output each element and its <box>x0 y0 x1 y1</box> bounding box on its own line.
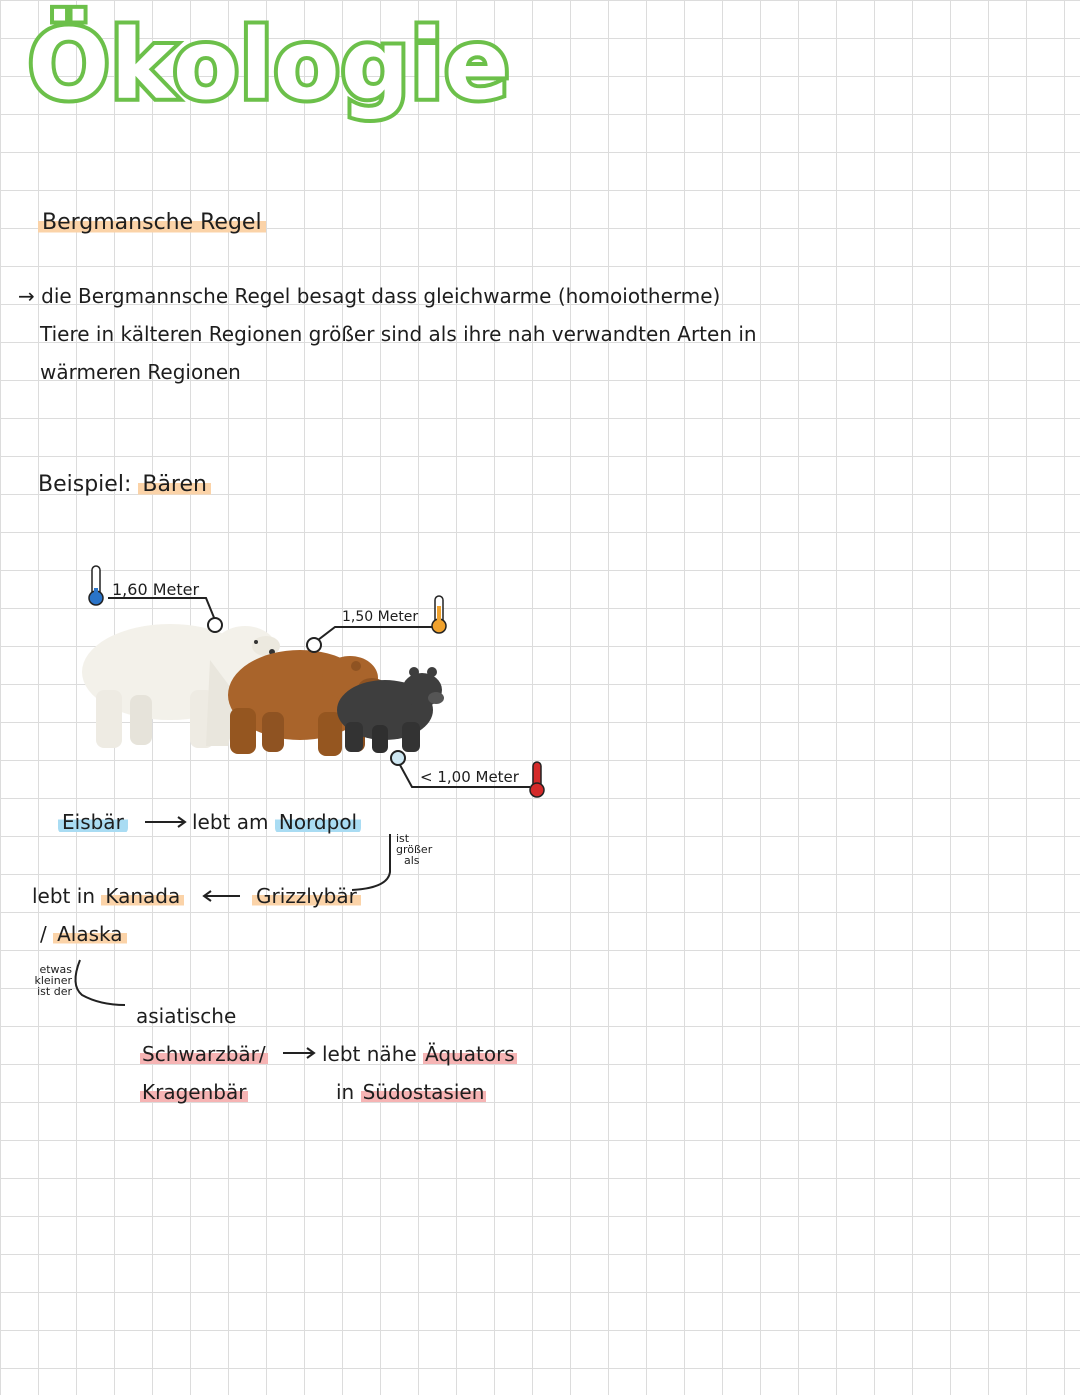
ist-groesser-als-3: als <box>404 854 420 867</box>
kragenbaer-label <box>140 1080 248 1104</box>
black-habitat-1 <box>322 1042 517 1066</box>
bracket-etwas-kleiner <box>75 960 125 1005</box>
definition-line-2: Tiere in kälteren Regionen größer sind als ihre nah verwandten Arten in <box>40 322 757 346</box>
label-black-height: < 1,00 Meter <box>420 768 519 786</box>
schwarzbaer-name: Schwarzbär/ <box>142 1042 266 1066</box>
definition-line-3: wärmeren Regionen <box>40 360 241 384</box>
grizzly-slash: / <box>40 922 47 946</box>
page-title: Ökologie <box>28 9 511 121</box>
eisbaer-habitat <box>192 810 361 834</box>
ist-groesser-als-2: größer <box>396 843 433 856</box>
black-habitat-2 <box>336 1080 486 1104</box>
asiatische-label: asiatische <box>136 1004 237 1028</box>
section-heading-text: Bergmansche Regel <box>38 210 266 235</box>
grizzly-name: Grizzlybär <box>252 884 361 908</box>
arrow-icon: → <box>18 284 35 308</box>
black-place-1: Äquators <box>425 1042 515 1066</box>
label-grizzly-height: 1,50 Meter <box>342 609 419 625</box>
definition-text-1: die Bergmannsche Regel besagt dass gleichwarme (homoiotherme) <box>41 284 721 308</box>
polar-marker <box>208 618 222 632</box>
eisbaer-label <box>58 810 128 834</box>
label-polar-height: 1,60 Meter <box>112 580 200 599</box>
ist-groesser-als <box>396 833 432 866</box>
thermometer-warm-icon <box>432 596 446 633</box>
grizzly-label <box>252 884 361 908</box>
polar-leader-line <box>108 598 215 620</box>
grizzly-lives: lebt in <box>32 884 95 908</box>
black-marker <box>391 751 405 765</box>
black-place-2: Südostasien <box>362 1080 485 1104</box>
grizzly-marker <box>307 638 321 652</box>
etwas-kleiner-1: etwas <box>39 963 72 976</box>
eisbaer-lives: lebt am <box>192 810 269 834</box>
schwarzbaer-label <box>140 1042 268 1066</box>
example-separator: : <box>123 472 132 497</box>
kragenbaer-name: Kragenbär <box>142 1080 247 1104</box>
thermometer-hot-icon <box>530 762 544 797</box>
etwas-kleiner-3: ist der <box>37 985 72 998</box>
grizzly-habitat <box>32 884 184 908</box>
grizzly-habitat-2 <box>40 922 127 946</box>
ist-groesser-als-1: ist <box>396 832 410 845</box>
grizzly-leader-line <box>318 627 435 640</box>
eisbaer-name: Eisbär <box>58 810 128 834</box>
example-label: Beispiel <box>38 472 124 497</box>
eisbaer-place: Nordpol <box>275 810 361 834</box>
black-lives: lebt nähe <box>322 1042 417 1066</box>
thermometer-cold-icon <box>89 566 103 605</box>
grizzly-place-1: Kanada <box>101 884 184 908</box>
black-in: in <box>336 1080 355 1104</box>
example-value: Bären <box>138 472 211 497</box>
bracket-ist-groesser <box>352 834 390 890</box>
grizzly-place-2: Alaska <box>53 922 126 946</box>
etwas-kleiner-2: kleiner <box>34 974 72 987</box>
etwas-kleiner <box>16 964 72 997</box>
